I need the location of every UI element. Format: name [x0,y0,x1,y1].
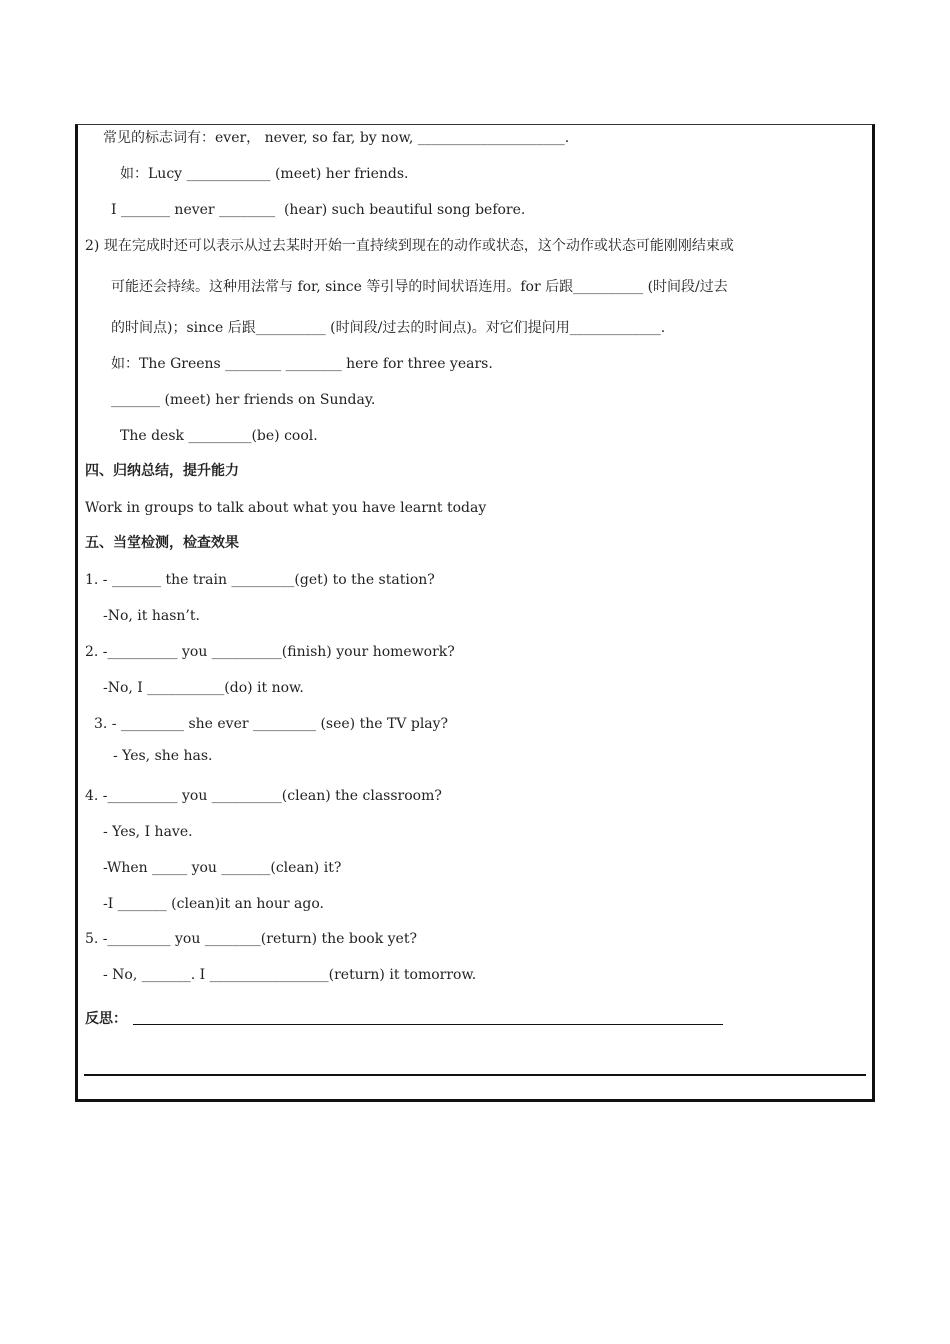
text-line: -No, it hasn’t. [103,608,200,624]
text-line: - No, _______. I _________________(return) it tomorrow. [103,967,477,983]
text-line: 如：Lucy ____________ (meet) her friends. [120,166,409,182]
text-line: 2) 现在完成时还可以表示从过去某时开始一直持续到现在的动作或状态，这个动作或状态可能刚刚结束或 [85,238,734,254]
text-line: 1. - _______ the train _________(get) to the station? [85,572,435,588]
bottom-rule [84,1074,866,1076]
section-heading: 四、归纳总结，提升能力 [85,463,239,479]
text-line: 3. - _________ she ever _________ (see) the TV play? [94,716,449,732]
text-line: - Yes, I have. [103,824,193,840]
text-line: 5. -_________ you ________(return) the book yet? [85,931,417,947]
section-heading: 五、当堂检测，检查效果 [85,535,239,551]
text-line: Work in groups to talk about what you have learnt today [85,500,487,516]
text-line: -No, I ___________(do) it now. [103,680,304,696]
reflection-line [133,1024,723,1025]
text-line: 的时间点)；since 后跟__________ (时间段/过去的时间点)。对它们提问用_____________. [111,320,666,336]
text-line: I _______ never ________ (hear) such beautiful song before. [111,202,526,218]
section-heading: 反思： [85,1011,127,1027]
text-line: 常见的标志词有：ever， never, so far, by now, _____________________. [103,130,570,146]
text-line: - Yes, she has. [113,748,213,764]
text-line: 可能还会持续。这种用法常与 for, since 等引导的时间状语连用。for 后跟__________ (时间段/过去 [111,279,728,295]
text-line: -I _______ (clean)it an hour ago. [103,896,324,912]
text-line: 4. -__________ you __________(clean) the classroom? [85,788,442,804]
text-line: _______ (meet) her friends on Sunday. [111,392,376,408]
text-line: The desk _________(be) cool. [120,428,318,444]
text-line: -When _____ you _______(clean) it? [103,860,342,876]
text-line: 2. -__________ you __________(finish) your homework? [85,644,455,660]
text-line: 如：The Greens ________ ________ here for three years. [111,356,493,372]
